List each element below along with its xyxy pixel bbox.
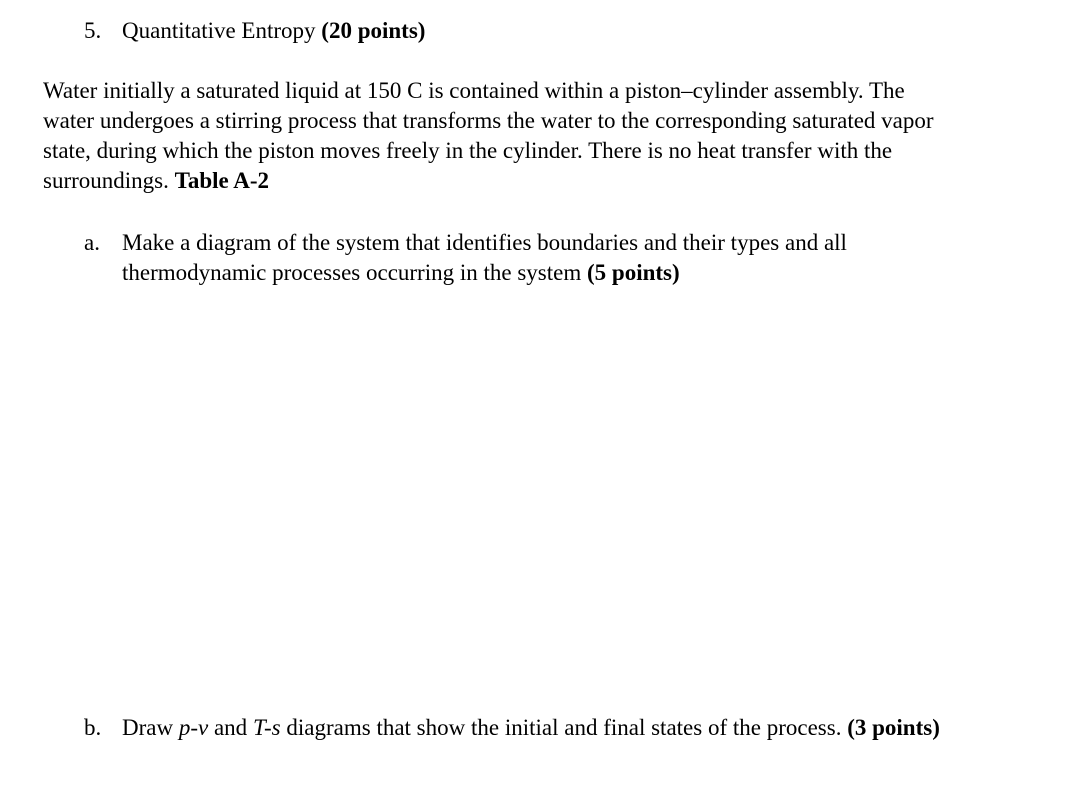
problem-line-2: water undergoes a stirring process that transforms the water to the corresponding saturated vapor	[43, 108, 934, 133]
question-heading	[84, 16, 425, 46]
part-a-line-2	[122, 258, 847, 288]
ts-label: T-s	[252, 715, 281, 740]
part-b-prefix: Draw	[122, 715, 174, 740]
part-a-text	[122, 228, 847, 288]
part-b-text	[122, 713, 940, 743]
part-b-marker: b.	[84, 715, 102, 740]
part-b-suffix: diagrams that show the initial and final states of the process.	[286, 715, 842, 740]
part-b	[84, 713, 940, 743]
question-number: 5.	[84, 18, 102, 43]
problem-line-4-text: surroundings.	[43, 168, 169, 193]
problem-line-3: state, during which the piston moves freely in the cylinder. There is no heat transfer with the	[43, 138, 893, 163]
question-points: (20 points)	[321, 18, 426, 43]
part-a-line-2-text: thermodynamic processes occurring in the system	[122, 260, 582, 285]
pv-label: p-v	[178, 715, 209, 740]
problem-line-1: Water initially a saturated liquid at 150 C is contained within a piston–cylinder assembly. The	[43, 78, 905, 103]
part-a-line-1: Make a diagram of the system that identifies boundaries and their types and all	[122, 230, 847, 255]
part-b-line-1	[122, 713, 940, 743]
question-title: Quantitative Entropy	[122, 18, 316, 43]
part-a-marker: a.	[84, 230, 100, 255]
part-b-points: (3 points)	[847, 715, 940, 740]
part-a-points: (5 points)	[587, 260, 680, 285]
problem-line-4	[43, 166, 1083, 196]
part-b-and: and	[213, 715, 248, 740]
part-a	[84, 228, 847, 288]
problem-statement	[43, 76, 1083, 196]
table-reference: Table A-2	[174, 168, 269, 193]
